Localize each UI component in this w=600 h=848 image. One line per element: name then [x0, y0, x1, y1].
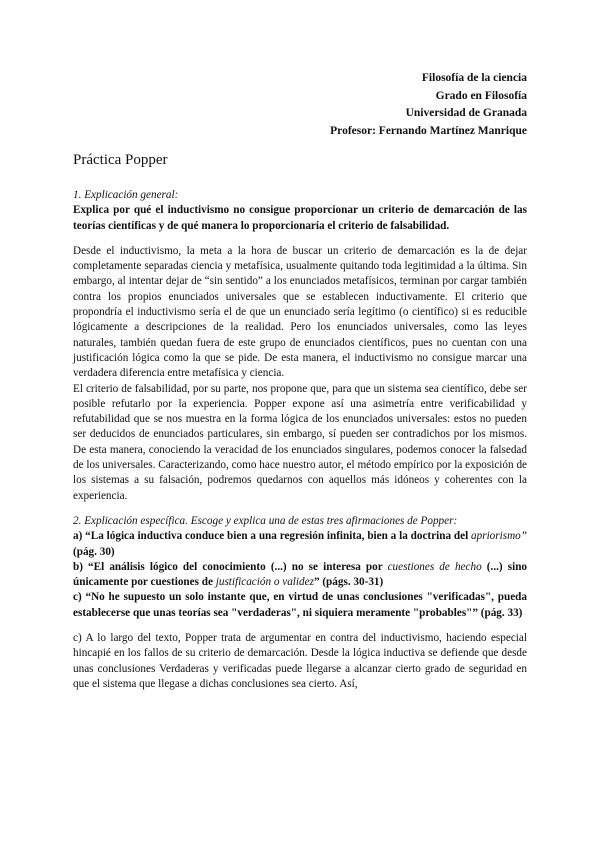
header-professor: Profesor: Fernando Martínez Manrique — [330, 124, 527, 137]
header-subject: Filosofía de la ciencia — [421, 72, 527, 84]
option-b-text: b) “El análisis lógico del conocimiento (...) no se interesa por — [73, 560, 388, 573]
option-a-italic: apriorismo” — [471, 530, 527, 543]
page-title: Práctica Popper — [73, 152, 168, 168]
option-a — [73, 529, 527, 560]
option-b-italic-2: justificación o validez — [215, 576, 314, 589]
option-b-text-2: (...) sino únicamente por cuestiones de — [73, 560, 528, 589]
option-c: c) “No he supuesto un solo instante que, en virtud de unas conclusiones "verificadas", pueda establecerse que unas teorías sea "verdaderas", ni siquiera meramente "probables"” (pág. 33) — [73, 591, 527, 619]
header-university: Universidad de Granada — [405, 107, 527, 119]
document-body — [73, 188, 527, 692]
option-b-italic-1: cuestiones de hecho — [387, 560, 482, 573]
header-degree: Grado en Filosofía — [435, 89, 527, 102]
section1-question: Explica por qué el inductivismo no consigue proporcionar un criterio de demarcación de las teorías científicas y de qué manera lo proporcionaría el criterio de falsabilidad. — [73, 204, 527, 232]
option-a-ref: (pág. 30) — [73, 545, 115, 558]
course-header — [330, 70, 527, 140]
section1-paragraph-2: El criterio de falsabilidad, por su parte, nos propone que, para que un sistema sea científico, debe ser posible refutarlo por la experiencia. Popper expone así una asimetría entre verificabilidad y refutabilidad que se nos muestra en la forma lógica de los enunciados universales: estos no pueden ser deducidos de enunciados particulares, sin embargo, sí pueden ser contradichos por los mismos. De esta manera, conociendo la veracidad de los enunciados singulares, podemos conocer la falsedad de los universales. Caracterizando, como hace nuestro autor, el método empírico por la exposición de los sistemas a su falsación, podremos quedarnos con aquellos más idóneos y coherentes con la experiencia. — [73, 382, 527, 502]
section1-paragraph-1: Desde el inductivismo, la meta a la hora de buscar un criterio de demarcación es la de dejar completamente separadas ciencia y metafísica, usualmente quitando toda legitimidad a la última. Sin embargo, al intentar dejar de “sin sentido” a los enunciados metafísicos, terminan por cargar también contra los propios enunciados universales que se establecen inductivamente. El criterio que propondría el inductivismo sería el de que un enunciado sería legítimo (o científico) si es reducible lógicamente a descripciones de la realidad. Pero los enunciados universales, como las leyes naturales, también quedan fuera de este grupo de enunciados científicos, pues no cuentan con una justificación lógica como la que se pide. De esta manera, el inductivismo no consigue marcar una verdadera diferencia entre metafísica y ciencia. — [73, 244, 527, 380]
option-a-text: a) “La lógica inductiva conduce bien a una regresión infinita, bien a la doctrina del — [73, 530, 472, 543]
option-b — [73, 560, 527, 591]
option-b-ref: ” (págs. 30-31) — [313, 576, 384, 589]
section2-heading: 2. Explicación específica. Escoge y explica una de estas tres afirmaciones de Popper: — [73, 514, 458, 527]
section2-answer: c) A lo largo del texto, Popper trata de argumentar en contra del inductivismo, haciendo especial hincapié en los fallos de su criterio de demarcación. Desde la lógica inductiva se defiende que desde unas conclusiones Verdaderas y verificadas puede llegarse a alcanzar cierto grado de seguridad en que el sistema que llegase a dichas conclusiones sea cierto. Así, — [73, 632, 527, 690]
section1-heading: 1. Explicación general: — [73, 189, 179, 201]
